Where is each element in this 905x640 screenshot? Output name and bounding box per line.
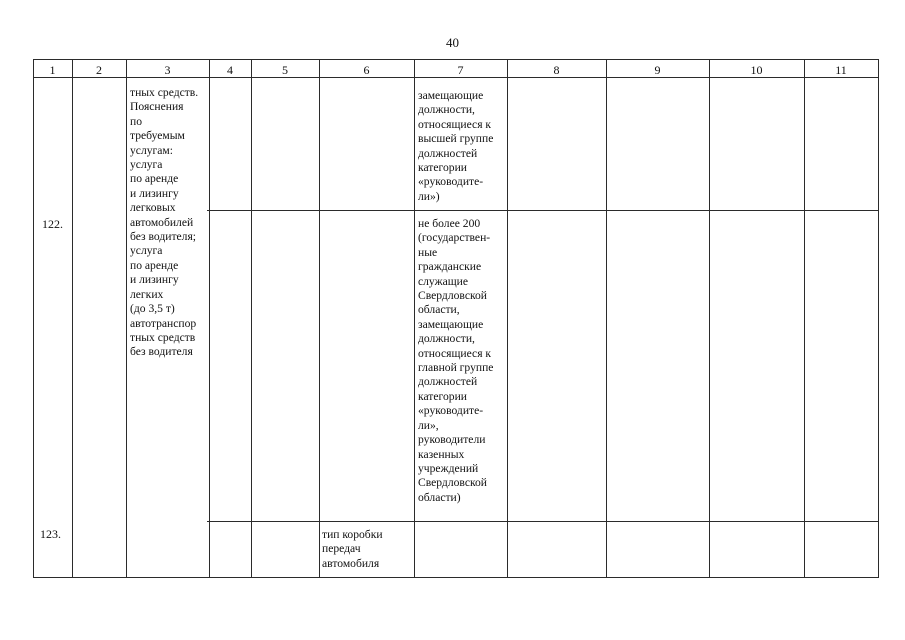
col3-line: услугам:	[130, 143, 173, 157]
header-col-3: 3	[164, 63, 171, 77]
col7-mid-line: служащие	[418, 274, 469, 288]
col7-top-line: относящиеся к	[418, 117, 492, 131]
col7-top-line: замещающие	[418, 89, 484, 102]
col3-line: тных средств	[130, 330, 196, 344]
col3-line: по аренде	[130, 258, 179, 272]
cell-col7-top-text	[418, 89, 493, 204]
cell-col6-row123-text	[322, 528, 383, 571]
col-line-0	[33, 59, 34, 577]
col7-mid-line: ли»,	[418, 418, 439, 432]
col3-line: услуга	[130, 158, 163, 172]
header-bottom-border	[33, 77, 879, 78]
col3-line: услуга	[130, 244, 163, 258]
col7-top-line: «руководите-	[418, 175, 484, 189]
col3-line: автомобилей	[130, 215, 194, 229]
col7-mid-line: замещающие	[418, 317, 484, 331]
col3-line: без водителя;	[130, 230, 197, 244]
col3-line: легковых	[130, 201, 176, 215]
col3-line: по	[130, 114, 143, 128]
col7-mid-line: категории	[418, 389, 467, 403]
col3-line: и лизингу	[130, 273, 179, 287]
col-line-5	[319, 59, 320, 577]
col7-mid-line: гражданские	[418, 260, 482, 274]
col6-bottom-line: тип коробки	[322, 528, 383, 541]
header-col-7: 7	[457, 63, 464, 77]
col3-line: и лизингу	[130, 186, 179, 200]
row-divider-123	[207, 521, 879, 522]
col-line-9	[709, 59, 710, 577]
table-bottom-border	[33, 577, 879, 578]
row-number-123: 123.	[40, 527, 61, 541]
col7-top-line: высшей группе	[418, 132, 494, 146]
col7-top-line: категории	[418, 161, 467, 175]
col-line-10	[804, 59, 805, 577]
col7-mid-line: должности,	[418, 332, 475, 346]
col7-mid-line: руководители	[418, 433, 486, 447]
col7-top-line: должности,	[418, 103, 475, 117]
col7-mid-line: «руководите-	[418, 404, 484, 418]
header-col-8: 8	[553, 63, 560, 77]
col-line-3	[209, 59, 210, 577]
table-top-border	[33, 59, 879, 60]
col7-mid-line: области,	[418, 303, 460, 317]
col3-line: Пояснения	[130, 100, 184, 114]
col7-mid-line: области)	[418, 490, 461, 504]
col-line-2	[126, 59, 127, 577]
col-line-4	[251, 59, 252, 577]
col7-mid-line: Свердловской	[418, 289, 488, 303]
row-number-122: 122.	[42, 217, 63, 231]
cell-col3-service-description	[130, 86, 198, 360]
col3-line: по аренде	[130, 172, 179, 186]
col7-top-line: ли»)	[418, 189, 440, 203]
col-line-6	[414, 59, 415, 577]
header-col-1: 1	[49, 63, 56, 77]
col7-mid-line: казенных	[418, 447, 465, 461]
header-col-6: 6	[363, 63, 370, 77]
row-divider-122	[207, 210, 879, 211]
col3-line: (до 3,5 т)	[130, 302, 175, 316]
header-col-10: 10	[750, 63, 763, 77]
col3-line: требуемым	[130, 129, 185, 143]
header-col-9: 9	[654, 63, 661, 77]
cell-col7-row122-text	[418, 217, 493, 505]
col7-mid-line: ные	[418, 245, 438, 259]
header-col-4: 4	[227, 63, 233, 77]
page-number: 40	[446, 35, 459, 50]
col-line-8	[606, 59, 607, 577]
col-line-1	[72, 59, 73, 577]
col7-mid-line: относящиеся к	[418, 346, 492, 360]
header-col-2: 2	[96, 63, 102, 77]
col3-line: тных средств.	[130, 86, 199, 99]
col7-mid-line: (государствен-	[418, 231, 491, 245]
col3-line: легких	[130, 287, 164, 301]
col6-bottom-line: автомобиля	[322, 556, 380, 570]
col7-mid-line: не более 200	[418, 217, 481, 230]
col-line-11	[878, 59, 879, 577]
col7-mid-line: учреждений	[418, 461, 479, 475]
col3-line: без водителя	[130, 345, 193, 359]
col3-line: автотранспор	[130, 316, 197, 330]
header-col-5: 5	[282, 63, 288, 77]
col7-mid-line: Свердловской	[418, 476, 488, 490]
col6-bottom-line: передач	[322, 542, 361, 556]
col-line-7	[507, 59, 508, 577]
col7-mid-line: главной группе	[418, 361, 494, 375]
header-col-11: 11	[835, 63, 847, 77]
col7-top-line: должностей	[418, 146, 478, 160]
col7-mid-line: должностей	[418, 375, 478, 389]
